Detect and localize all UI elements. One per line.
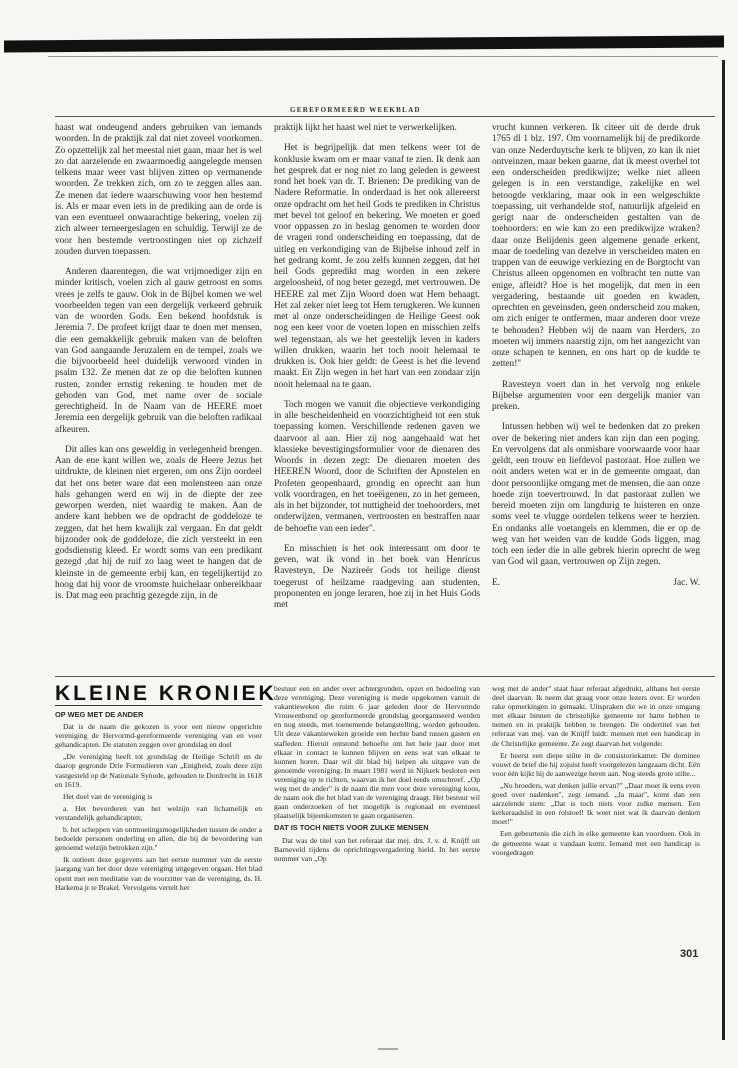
kroniek-column-1 (55, 710, 262, 895)
section-divider (55, 676, 715, 677)
paragraph: „De vereniging heeft tot grondslag de Heilige Schrift en de daarop gegronde Drie Formulieren van „Enigheid, zoals deze zijn vastgesteld op de Nationale Synode, gehouden te Dordrecht in 1618 en 1619. (55, 752, 262, 789)
running-title: GEREFORMEERD WEEKBLAD (290, 106, 421, 114)
top-edge-bar (4, 35, 724, 52)
paragraph: Anderen daarentegen, die wat vrijmoediger zijn en minder kritisch, voelen zich al gauw getroost en soms vrees je zelfs te gauw. Ook in de Bijbel komen we wel voorbeelden tegen van een dergelijk verkeerd gebruik van de woorden Gods. Een bekend hoofdstuk is Jeremia 7. De profeet krijgt daar te doen met mensen, die een gemakkelijk gebruik maken van de beloften van God aangaande Jeruzalem en de tempel, zoals we die bijvoorbeeld heel duidelijk verwoord vinden in psalm 132. Ze menen dat ze op die beloften kunnen rusten, zonder ernstig rekening te houden met de geboden van God, met name over de sociale gerechtigheid. In de Naam van de HEERE moet Jeremia een dergelijk gebruik van die beloften radikaal afkeuren. (55, 267, 262, 435)
bottom-mark (378, 1048, 398, 1050)
signature (492, 578, 700, 589)
title-underline (55, 705, 262, 706)
subheading: DAT IS TOCH NIETS VOOR ZULKE MENSEN (274, 823, 429, 833)
page-number: 301 (680, 948, 699, 960)
section-title: KLEINE KRONIEK (55, 682, 277, 705)
paragraph: bestuur een en ander over achtergronden, opzet en bedoeling van deze vereniging. Deze vereniging is mede opgekomen vanuit de vakantieweken die ruim 6 jaar geleden door de Hervormde Vrouwenbond op gereformeerde grondslag georganiseerd werden en nog steeds, met toenemende belangstelling, worden gehouden. Uit deze vakantieweken groeide een hechte band tussen gasten en stafleden. Hieruit ontstond behoefte om het hele jaar door met elkaar in contact te kunnen blijven en eens wat van elkaar te kunnen horen. Daar wil dit blad bij helpen als uitgave van de genoemde vereniging. In maart 1981 werd in Nijkerk besloten een vereniging op te richten, waarvan ik het doel reeds omschreef. „Op weg met de ander" is de naam die men voor deze vereniging koos, de naam ook die het blad van de vereniging draagt. Het bestuur wil gaan onderzoeken of het mogelijk is regionaal en eventueel plaatselijk bijeenkomsten te gaan organiseren. (274, 684, 480, 821)
article-column-1 (55, 123, 262, 611)
paragraph: Ravesteyn voert dan in het vervolg nog enkele Bijbelse argumenten voor een dergelijk manier van preken. (492, 379, 700, 412)
article-column-2 (274, 123, 480, 620)
paragraph: b. het scheppen van ontmoetingsmogelijkheden tussen de onder a bedoelde personen onderling en allen, die bij de bevordering van genoemd welzijn betrokken zijn." (55, 825, 262, 853)
signature-initial: E. (492, 577, 501, 588)
paragraph: Een gebeurtenis die zich in elke gemeente kan voordoen. Ook in de gemeente waar u vandaan komt. Iemand met een handicap is voorgedragen (492, 829, 700, 857)
paragraph: Het is begrijpelijk dat men telkens weer tot de konklusie kwam om er maar vanaf te zien. Ik denk aan het gesprek dat er nog niet zo lang geleden is geweest rond het boek van dr. T. Brienen: De prediking van de Nadere Reformatie. In onderdaad is het ook allereerst onze opdracht om het heil Gods te prediken in Christus met bevel tot geloof en bekering. We moeten er goed voor oppassen zo in beslag genomen te worden door de vragen rond onderscheiding en toepassing, dat de uitleg en verkondiging van de Bijbelse inhoud zelf in het gedrang komt. Je zou zelfs kunnen zeggen, dat het heil Gods gepredikt mag worden in een zekere argeloosheid, of nog beter gezegd, met vertrouwen. De HEERE zal met Zijn Woord doen wat Hem behaagt. Het zal zeker niet leeg tot Hem terugkeren. We kunnen met al onze onderscheidingen de Heilige Geest ook nog een keer voor de voeten lopen en misschien zelfs wel tegenstaan, als we het geestelijk leven in kaders willen drukken, waarin het toch nooit helemaal te drukken is. Ook hier geldt: de Geest is het die levend maakt. En Zijn wegen in het hart van een zondaar zijn nooit helemaal na te gaan. (274, 143, 480, 390)
signature-author: Jac. W. (673, 577, 700, 588)
paragraph: haast wat ondeugend anders gebruiken van iemands woorden. In de praktijk zal dat niet zoveel voorkomen. Zo opzettelijk zal het meestal niet gaan, maar het is wel zo dat aarzelende en zwaarmoedig aangelegde mensen telkens maar weer vast blijven zitten op vermanende woorden. Ze trekken zich, om zo te zeggen alles aan. Ze menen dat iedere waarschuwing voor hen bestemd is. Als er maar even iets in de prediking aan de orde is van een eventueel onwaarachtige bekering, voelen zij zich alweer terneergeslagen en schuldig. Terwijl ze de voor hen bestemde vertroostingen niet op zichzelf zouden durven toepassen. (55, 123, 262, 257)
paragraph: Intussen hebben wij wel te bedenken dat zo preken over de bekering niet anders kan zijn dan een poging. En vervolgens dat als onmisbare voorwaarde voor haar geldt, een trouw en liefdevol pastoraat. Hoe zullen we ooit anders weten wat er in de gemeente omgaat, dan door persoonlijke omgang met de mensen, die aan onze hoede zijn toevertrouwd. In dat pastoraat zullen we bereid moeten zijn om langdurig te luisteren en onze soms veel te vlugge oordelen telkens weer te herzien. En ondanks alle voetangels en klemmen, die er op de weg van het weiden van de kudde Gods liggen, mag toch een ieder die in alle gebrek hierin oprecht de weg van God wil gaan, vertrouwen op Zijn zegen. (492, 422, 700, 568)
paragraph: vrucht kunnen verkeren. Ik citeer uit de derde druk 1765 dl 1 blz. 197. Om voornamelijk bij de predikorde van onze Nederduytsche kerk te blijven, zo kan ik niet ontveinzen, maar beken gaarne, dat ik meest overhel tot een onderscheiden predikwijze; welke niet alleen gelegen is in een verstandige, zakelijke en wel betoogde verklaring, maar ook in een welgeschikte toepassing, uit verhandelde stof, natuurlijk afgeleid en gerigt naar de onderscheiden gestalten van de toehoorders: en wie kan zo een predikwijze wraken? daar onze Belijdenis geen algemene genade erkent, maar de toedeling van dezelve in verscheiden maten en trappen van de eeuwige verkiezing en de Borgtocht van Christus alleen opgenomen en volbracht ten nutte van enige, afleidt? Hoe is het mogelijk, dat men in een vergadering, bestaande uit goeden en kwaden, oprechten en geveinsden, geen onderscheid zou maken, om zich eniger te ontfermen, maar anderen door vreze te behouden? Hebben wij de naam van Herders, zo moeten wij immers naarstig zijn, om het aangezicht van onze schapen te kennen, en ons hart op de kudde te zetten!" (492, 123, 700, 370)
paragraph: Dit alles kan ons geweldig in verlegenheid brengen. Aan de ene kant willen we, zoals de Heere Jezus het uitdrukte, de kleinen niet ergeren, om ons Zijn oordeel dat het ons beter ware dat een molensteen aan onze hals gehangen werd en wij in de diepte der zee geworpen werden, niet waardig te maken. Aan de andere kant hebben we de opdracht de goddeloze te zeggen, dat het hem kwalijk zal vergaan. En dat geldt bijzonder ook de goddeloze, die zich versteekt in een godsdienstig kleed. Er wordt soms van een predikant gezegd ,dat hij de ruif zo laag weet te hangen dat de kleinste in de gemeente erbij kan, en tegelijkertijd zo hoog dat hij voor de vroomste huichelaar onbereikbaar is. Dat mag een prachtig gezegde zijn, in de (55, 444, 262, 601)
kroniek-column-3 (492, 684, 700, 860)
subheading: OP WEG MET DE ANDER (55, 710, 144, 719)
header-rule (55, 116, 715, 117)
paragraph: Dat was de titel van het referaat dat mej. drs. J. v. d. Knijff uit Barneveld tijdens de oprichtingsvergadering hield. In het eerste nummer van „Op (274, 835, 480, 863)
paragraph: En misschien is het ook interessant om door te geven, wat ik vond in het boek van Henricus Ravesteyn, De Nazireër Gods tot heilige dienst toegerust of heilzame raadgeving aan studenten, proponenten en jonge leraren, hoe zij in het Huis Gods met (274, 543, 480, 610)
paragraph: Het doel van de vereniging is (63, 791, 153, 801)
paragraph: Ik ontleen deze gegevens aan het eerste nummer van de eerste jaargang van het door deze vereniging uitgegeven orgaan. Het blad opent met een meditatie van de voorzitter van de vereniging, ds. H. Harkema jr te Brakel. Vervolgens vertelt het (55, 855, 262, 892)
paragraph: Er heerst een diepe stilte in de consistoriekamer. De dominee vouwt de brief die hij zojuist heeft voorgelezen langzaam dicht. Eén voor één kijkt hij de aanwezige heren aan. Nog steeds grote stilte... (492, 750, 700, 778)
paragraph: „Nu broeders, wat denken jullie ervan?" „Daar moet ik eens even goed over nadenken", zegt iemand. „Ja maar", komt dan een aarzelende stem: „Dat is toch niets voor zulke mensen. Een kerkeraadslid in een rolstoel! Ik weet niet wat ik daarvan denken moet!" (492, 780, 700, 827)
article-column-3 (492, 123, 700, 589)
paragraph: praktijk lijkt het haast wel niet te verwerkelijken. (274, 123, 457, 133)
paragraph: Dat is de naam die gekozen is voor een nieuw opgerichte vereniging de Hervormd-gereformeerde vereniging van en voor gehandicapten. De statuten zeggen over grondslag en doel (55, 722, 262, 750)
paragraph: weg met de ander" staat haar referaat afgedrukt, althans het eerste deel daarvan. Ik neem dat graag voor onze lezers over. Er worden rake opmerkingen in gemaakt. Uitspraken die we in onze omgang met elkaar binnen de christelijke gemeente ter harte hebben te nemen en in praktijk hebben te brengen. De ondertitel van het referaat van mej. van de Knijff luidt: mensen met een handicap in de Christelijke gemeente. Ze zegt daarvan het volgende: (492, 684, 700, 748)
paragraph: a. Het bevorderen van het welzijn van lichamelijk en verstandelijk gehandicapten; (55, 803, 262, 822)
paragraph: Toch mogen we vanuit die objectieve verkondiging in alle bescheidenheid en voorzichtigheid tot een stuk toepassing komen. Verschillende redenen gaven we daarvoor al aan. Hier zij nog aangehaald wat het klassieke bevestigingsformulier voor de dienaren des Woords in dezen zegt: De dienaren moeten des HEEREN Woord, door de Schriften der Apostelen en Profeten geopenbaard, grondig en oprecht aan hun volk voordragen, en het toeëigenen, zo in het gemeen, als in het bijzonder, tot nuttigheid der toehoorders, met onderwijzen, vermanen, vertroosten en bestraffen naar de behoefte van een ieder". (274, 399, 480, 534)
top-shadow-line (48, 56, 718, 57)
kroniek-column-2 (274, 684, 480, 866)
right-page-edge (722, 60, 725, 1040)
